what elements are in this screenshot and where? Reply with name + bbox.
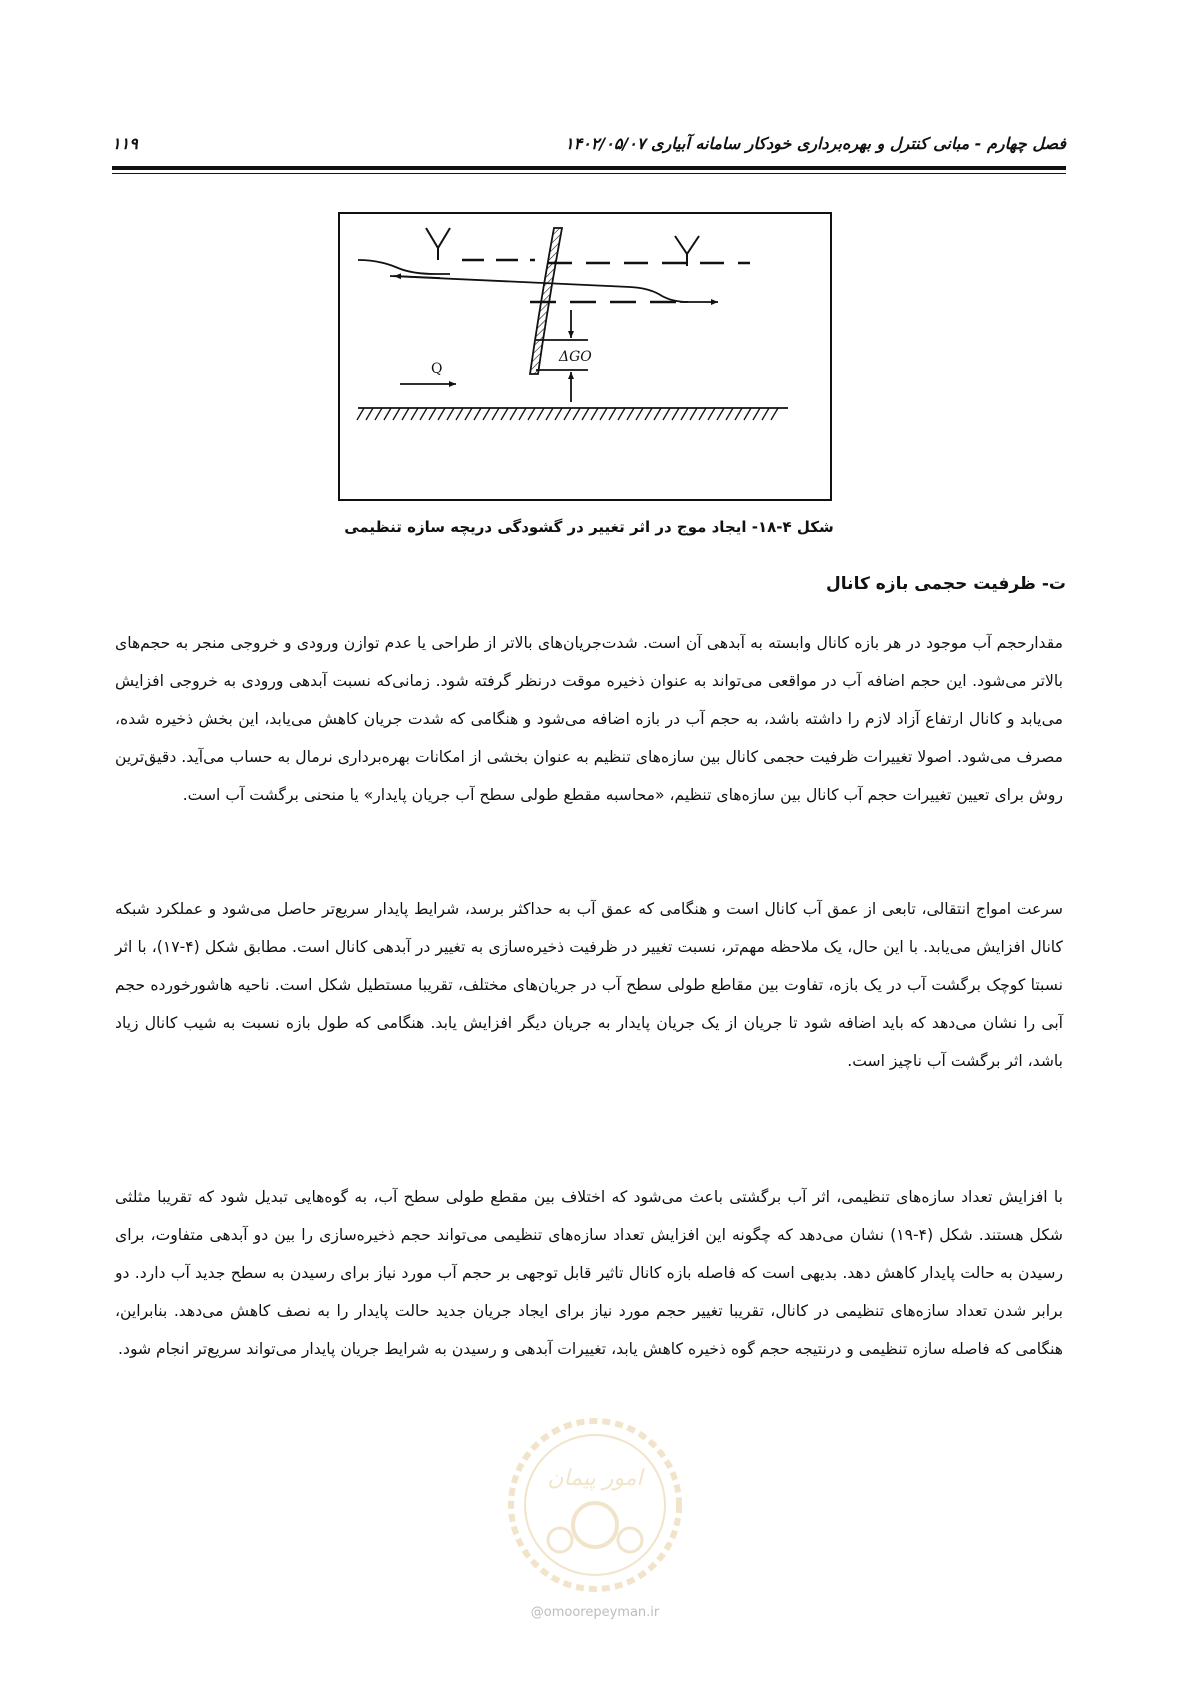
bed-hatch-mark: [555, 408, 562, 420]
gate-wave-diagram: [340, 214, 830, 499]
bed-hatch-mark: [663, 408, 670, 420]
bed-hatch-mark: [771, 408, 778, 420]
bed-hatch-mark: [447, 408, 454, 420]
body-paragraph-1: مقدارحجم آب موجود در هر بازه کانال وابسته به آبدهی آن است. شدت‌جریان‌های بالاتر از طراحی یا عدم توازن ورودی و خروجی منجر به حجم‌های بالاتر می‌شود. این حجم اضافه آب در مواقعی می‌تواند به عنوان ذخیره موقت درنظر گرفته شود. زمانی‌که نسبت آبدهی ورودی به خروجی افزایش می‌یابد و کانال ارتفاع آزاد لازم را داشته باشد، به حجم آب در بازه اضافه می‌شود و هنگامی که شدت جریان کاهش می‌یابد، این بخش ذخیره شده، مصرف می‌شود. اصولا تغییرات ظرفیت حجمی کانال بین سازه‌های تنظیم به عنوان بخشی از امکانات بهره‌برداری نرمال به حساب می‌آید. دقیق‌ترین روش برای تعیین تغییرات حجم آب کانال بین سازه‌های تنظیم، «محاسبه مقطع طولی سطح آب جریان پایدار» یا منحنی برگشت آب است.: [115, 634, 1063, 804]
bed-hatch-mark: [717, 408, 724, 420]
page-number: ۱۱۹: [112, 134, 138, 153]
upstream-wave-front: [358, 260, 450, 274]
bed-hatch-mark: [420, 408, 427, 420]
bed-hatch-mark: [654, 408, 661, 420]
watermark-logo: [505, 1415, 685, 1595]
bed-hatch-mark: [699, 408, 706, 420]
figure-caption: شکل ۴-۱۸- ایجاد موج در اثر تغییر در گشودگی دریچه سازه تنظیمی: [344, 518, 834, 536]
flow-q-label: Q: [431, 361, 443, 377]
bed-hatch-mark: [600, 408, 607, 420]
bed-hatch-mark: [528, 408, 535, 420]
bed-hatch-mark: [357, 408, 364, 420]
bed-hatch-mark: [429, 408, 436, 420]
body-paragraph-3: با افزایش تعداد سازه‌های تنظیمی، اثر آب برگشتی باعث می‌شود که اختلاف بین مقطع طولی سطح آب، به گوه‌هایی تبدیل شود که تقریبا مثلثی شکل هستند. شکل (۴-۱۹) نشان می‌دهد که چگونه این افزایش تعداد سازه‌های تنظیمی می‌تواند حجم ذخیره‌سازی را بین دو آبدهی متفاوت، برای رسیدن به حالت پایدار کاهش دهد. بدیهی است که فاصله بازه کانال تاثیر قابل توجهی بر حجم آب مورد نیاز برای رسیدن به سطح جدید آب دارد. دو برابر شدن تعداد سازه‌های تنظیمی در کانال، تقریبا تغییر حجم مورد نیاز برای ایجاد جریان جدید حالت پایدار را به نصف کاهش می‌دهد. بنابراین، هنگامی که فاصله سازه تنظیمی و درنتیجه حجم گوه ذخیره کاهش یابد، تغییرات آبدهی و رسیدن به شرایط جریان پایدار می‌تواند سریع‌تر انجام شود.: [115, 1188, 1063, 1358]
bed-hatch-mark: [582, 408, 589, 420]
delta-go-label: ΔGO: [559, 349, 592, 365]
bed-hatch-mark: [474, 408, 481, 420]
header-rule-thin: [112, 173, 1066, 174]
bed-hatch-mark: [573, 408, 580, 420]
water-surface-after-change: [390, 276, 688, 302]
bed-hatch-mark: [618, 408, 625, 420]
bed-hatch-mark: [483, 408, 490, 420]
chapter-title: فصل چهارم - مبانی کنترل و بهره‌برداری خودکار سامانه آبیاری ۱۴۰۲/۰۵/۰۷: [565, 134, 1066, 153]
bed-hatch-mark: [411, 408, 418, 420]
bed-hatch-mark: [402, 408, 409, 420]
upstream-wave-arrow: [394, 276, 440, 278]
bed-hatch-mark: [519, 408, 526, 420]
channel-bed-hatching: [357, 408, 778, 420]
bed-hatch-mark: [726, 408, 733, 420]
bed-hatch-mark: [627, 408, 634, 420]
bed-hatch-mark: [762, 408, 769, 420]
watermark-url: @omoorepeyman.ir: [530, 1605, 660, 1620]
downstream-water-level-symbol: [675, 236, 699, 266]
bed-hatch-mark: [375, 408, 382, 420]
figure-frame: [338, 212, 832, 501]
bed-hatch-mark: [564, 408, 571, 420]
bed-hatch-mark: [645, 408, 652, 420]
bed-hatch-mark: [636, 408, 643, 420]
bed-hatch-mark: [690, 408, 697, 420]
body-paragraph-2: سرعت امواج انتقالی، تابعی از عمق آب کانال است و هنگامی که عمق آب به حداکثر برسد، شرایط پایدار سریع‌تر حاصل می‌شود و عملکرد شبکه کانال افزایش می‌یابد. با این حال، یک ملاحظه مهم‌تر، نسبت تغییر در ظرفیت ذخیره‌سازی به تغییر در آبدهی کانال است. مطابق شکل (۴-۱۷)، با اثر نسبتا کوچک برگشت آب در یک بازه، تفاوت بین مقاطع طولی سطح آب در جریان‌های مختلف، تقریبا مستطیل شکل است. ناحیه هاشورخورده حجم آبی را نشان می‌دهد که باید اضافه شود تا جریان از یک جریان پایدار به جریان دیگر افزایش یابد. هنگامی که طول بازه نسبت به شیب کانال زیاد باشد، اثر برگشت آب ناچیز است.: [115, 900, 1063, 1070]
bed-hatch-mark: [735, 408, 742, 420]
header-rule-thick: [112, 166, 1066, 170]
bed-hatch-mark: [753, 408, 760, 420]
bed-hatch-mark: [609, 408, 616, 420]
bed-hatch-mark: [465, 408, 472, 420]
bed-hatch-mark: [384, 408, 391, 420]
bed-hatch-mark: [366, 408, 373, 420]
bed-hatch-mark: [438, 408, 445, 420]
bed-hatch-mark: [546, 408, 553, 420]
bed-hatch-mark: [510, 408, 517, 420]
bed-hatch-mark: [393, 408, 400, 420]
running-header: [112, 128, 1066, 168]
watermark-logo-text: امور پیمان: [547, 1466, 643, 1491]
bed-hatch-mark: [456, 408, 463, 420]
bed-hatch-mark: [672, 408, 679, 420]
bed-hatch-mark: [681, 408, 688, 420]
bed-hatch-mark: [537, 408, 544, 420]
bed-hatch-mark: [501, 408, 508, 420]
bed-hatch-mark: [591, 408, 598, 420]
bed-hatch-mark: [492, 408, 499, 420]
bed-hatch-mark: [744, 408, 751, 420]
upstream-water-level-symbol: [426, 228, 450, 260]
bed-hatch-mark: [708, 408, 715, 420]
section-heading: ت- ظرفیت حجمی بازه کانال: [826, 574, 1066, 594]
